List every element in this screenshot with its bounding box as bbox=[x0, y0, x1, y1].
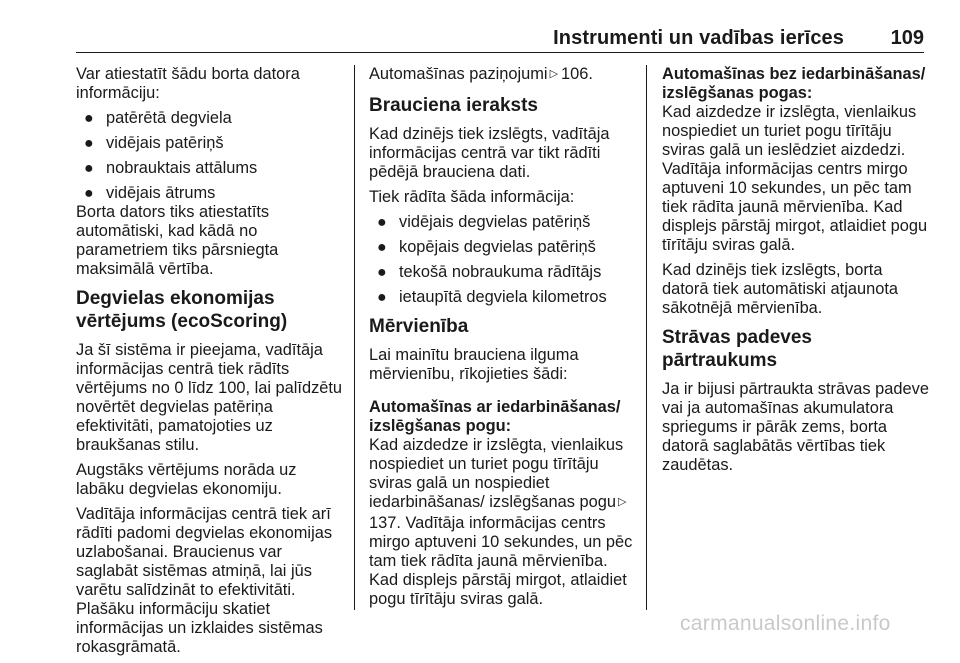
column-divider-1 bbox=[354, 65, 355, 610]
column-3 bbox=[662, 65, 930, 481]
eco-paragraph-2: Augstāks vērtējums norāda uz labāku degvielas ekonomiju. bbox=[76, 461, 297, 498]
reset-intro: Var atiestatīt šādu borta datora informāciju: bbox=[76, 65, 300, 102]
page-header bbox=[76, 0, 924, 53]
bullet-icon: ● bbox=[377, 264, 387, 281]
bullet-icon: ● bbox=[84, 135, 94, 152]
key-ignition-paragraph-1: Kad aizdedze ir izslēgta, vienlaikus nospiediet un turiet pogu tīrītāju sviras galā un ieslēdziet aizdedzi. Vadītāja informācijas centrs mirgo aptuveni 10 sekundes, un pēc tam tiek rādīta jaunā mērvienība. Kad displejs pārstāj mirgot, atlaidiet pogu tīrītāju sviras galā. bbox=[662, 103, 928, 254]
watermark: carmanualsonline.info bbox=[680, 612, 891, 635]
column-divider-2 bbox=[646, 65, 647, 610]
column-1 bbox=[76, 65, 344, 663]
reference-arrow-icon[interactable]: ▷ bbox=[617, 496, 627, 508]
bullet-icon: ● bbox=[84, 110, 94, 127]
list-item: ● tekošā nobraukuma rādītājs bbox=[377, 263, 602, 281]
page-number: 109 bbox=[890, 27, 924, 49]
bullet-icon: ● bbox=[377, 239, 387, 256]
trip-log-heading: Brauciena ieraksts bbox=[369, 95, 538, 116]
list-item: ● vidējais patēriņš bbox=[84, 134, 224, 152]
reset-list bbox=[76, 109, 344, 203]
trip-paragraph-1: Kad dzinējs tiek izslēgts, vadītāja informācijas centrā var tikt rādīti pēdējā brauciena dati. bbox=[369, 125, 610, 181]
keyless-paragraph: Kad aizdedze ir izslēgta, vienlaikus nospiediet un turiet pogu tīrītāju sviras galā un nospiediet iedarbināšanas/ izslēgšanas pogu ▷137. Vadītāja informācijas centrs mirgo aptuveni 10 sekundes, un pēc tam tiek rādīta jaunā mērvienība. Kad displejs pārstāj mirgot, atlaidiet pogu tīrītāju sviras galā. bbox=[369, 436, 633, 608]
bullet-icon: ● bbox=[84, 185, 94, 202]
trip-paragraph-2: Tiek rādīta šāda informācija: bbox=[369, 188, 575, 206]
list-item: ● kopējais degvielas patēriņš bbox=[377, 238, 596, 256]
unit-paragraph: Lai mainītu brauciena ilguma mērvienību, rīkojieties šādi: bbox=[369, 346, 579, 383]
unit-heading: Mērvienība bbox=[369, 316, 469, 337]
eco-paragraph-1: Ja šī sistēma ir pieejama, vadītāja informācijas centrā tiek rādīts vērtējums no 0 līdz 100, lai palīdzētu novērtēt degvielas patēriņa efektivitāti, pamatojoties uz braukšanas stilu. bbox=[76, 341, 343, 454]
bullet-icon: ● bbox=[377, 214, 387, 231]
list-item: ● ietaupītā degviela kilometros bbox=[377, 288, 607, 306]
bullet-icon: ● bbox=[377, 289, 387, 306]
bullet-icon: ● bbox=[84, 160, 94, 177]
power-interruption-heading: Strāvas padeves pārtraukums bbox=[662, 327, 812, 371]
list-item: ● vidējais degvielas patēriņš bbox=[377, 213, 591, 231]
notifications-reference[interactable]: Automašīnas paziņojumi ▷ 106. bbox=[369, 65, 593, 83]
eco-heading: Degvielas ekonomijas vērtējums (ecoScoring) bbox=[76, 288, 288, 332]
eco-paragraph-3: Vadītāja informācijas centrā tiek arī rādīti padomi degvielas ekonomijas uzlabošanai. Braucienus var saglabāt sistēmas atmiņā, lai jūs varētu salīdzināt to efektivitāti. Plašāku informāciju skatiet informācijas un izklaides sistēmas rokasgrāmatā. bbox=[76, 505, 333, 656]
page-title: Instrumenti un vadības ierīces bbox=[553, 27, 844, 49]
list-item: ● patērētā degviela bbox=[84, 109, 232, 127]
list-item: ● vidējais ātrums bbox=[84, 184, 216, 202]
key-ignition-heading: Automašīnas bez iedarbināšanas/ izslēgšanas pogas: bbox=[662, 65, 926, 102]
keyless-heading: Automašīnas ar iedarbināšanas/ izslēgšanas pogu: bbox=[369, 398, 621, 435]
reference-arrow-icon: ▷ bbox=[549, 68, 559, 80]
auto-reset-text: Borta dators tiks atiestatīts automātiski, kad kādā no parametriem tiks pārsniegta maksimālā vērtība. bbox=[76, 203, 279, 278]
trip-list bbox=[369, 213, 637, 307]
key-ignition-paragraph-2: Kad dzinējs tiek izslēgts, borta datorā tiek automātiski atjaunota sākotnējā mērvienība. bbox=[662, 261, 898, 317]
list-item: ● nobrauktais attālums bbox=[84, 159, 258, 177]
column-2 bbox=[369, 65, 637, 615]
power-interruption-paragraph: Ja ir bijusi pārtraukta strāvas padeve vai ja automašīnas akumulatora spriegums ir pārāk zems, borta datorā saglabātās vērtības tiek zaudētas. bbox=[662, 380, 929, 474]
